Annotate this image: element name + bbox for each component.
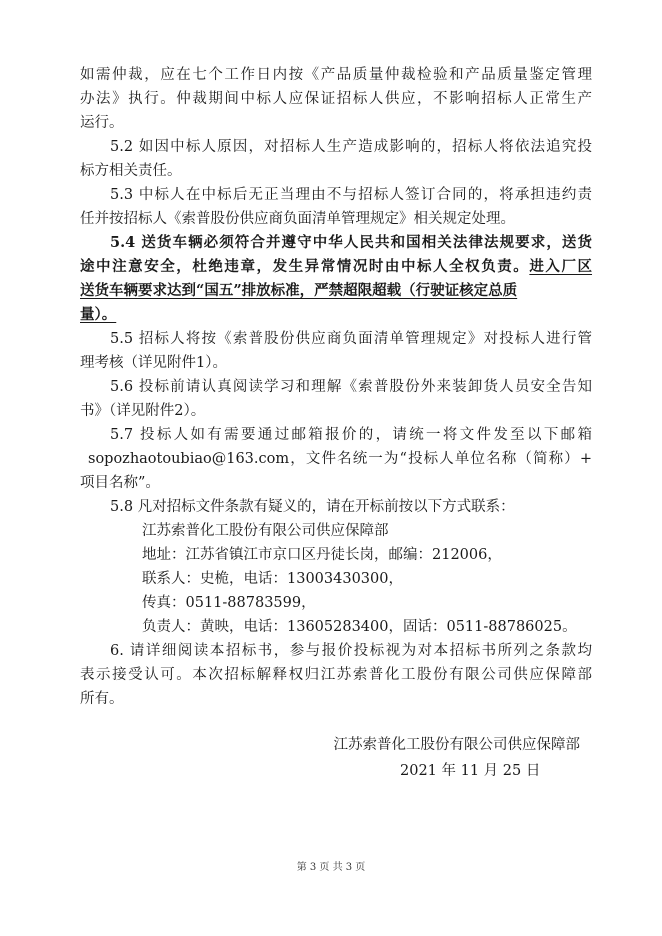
contact-person: 联系人：史桅，电话：13003430300，	[142, 571, 403, 587]
contact-manager: 负责人：黄映，电话：13605283400，固话：0511-88786025。	[142, 619, 577, 635]
contact-fax: 传真：0511-88783599，	[142, 595, 316, 611]
text-line: 书》（详见附件2）。	[80, 403, 206, 419]
clause-5-7: 5.7 投标人如有需要通过邮箱报价的，请统一将文件发至以下邮箱	[110, 427, 592, 443]
contact-address: 地址：江苏省镇江市京口区丹徒长岗，邮编：212006，	[142, 547, 502, 563]
text-line: 任并按招标人《索普股份供应商负面清单管理规定》相关规定处理。	[80, 211, 515, 227]
clause-5-8: 5.8 凡对招标文件条款有疑义的，请在开标前按以下方式联系：	[110, 499, 515, 515]
signature-org: 江苏索普化工股份有限公司供应保障部	[333, 737, 580, 753]
text-line: 如需仲裁，应在七个工作日内按《产品质量仲裁检验和产品质量鉴定管理	[80, 67, 592, 83]
email-line: sopozhaotoubiao@163.com，文件名统一为“投标人单位名称（简称）+	[88, 451, 592, 467]
text-line	[80, 303, 592, 327]
bold-text: 途中注意安全，杜绝违章，发生异常情况时由中标人全权负责。	[80, 258, 530, 275]
text-line: 表示接受认可。本次招标解释权归江苏索普化工股份有限公司供应保障部	[80, 667, 592, 683]
underlined-text: 量）。	[80, 306, 117, 323]
text-line: 理考核（详见附件1）。	[80, 355, 227, 371]
signature-date: 2021 年 11 月 25 日	[400, 763, 541, 779]
clause-5-4: 5.4 送货车辆必须符合并遵守中华人民共和国相关法律法规要求，送货	[110, 234, 592, 251]
text-line: 运行。	[80, 115, 124, 131]
text-line: 所有。	[80, 691, 124, 707]
underlined-text: 送货车辆要求达到“国五”排放标准，严禁超限超载（行驶证核定总质	[80, 282, 518, 299]
text-line	[80, 279, 592, 303]
text-line	[80, 255, 592, 279]
page-number: 第 3 页 共 3 页	[296, 862, 366, 873]
document-body	[80, 63, 592, 711]
clause-6: 6. 请详细阅读本招标书，参与报价投标视为对本招标书所列之条款均	[110, 643, 592, 659]
text-line: 标方相关责任。	[80, 163, 182, 179]
text-line: 办法》执行。仲裁期间中标人应保证招标人供应，不影响招标人正常生产	[80, 91, 592, 107]
contact-org: 江苏索普化工股份有限公司供应保障部	[142, 523, 389, 539]
underlined-text: 进入厂区	[529, 258, 593, 275]
clause-5-6: 5.6 投标前请认真阅读学习和理解《索普股份外来装卸货人员安全告知	[110, 379, 592, 395]
clause-5-3: 5.3 中标人在中标后无正当理由不与招标人签订合同的，将承担违约责	[110, 187, 592, 203]
clause-5-5: 5.5 招标人将按《索普股份供应商负面清单管理规定》对投标人进行管	[110, 331, 592, 347]
text-line: 项目名称”。	[80, 475, 160, 491]
clause-5-2: 5.2 如因中标人原因，对招标人生产造成影响的，招标人将依法追究投	[110, 139, 592, 155]
